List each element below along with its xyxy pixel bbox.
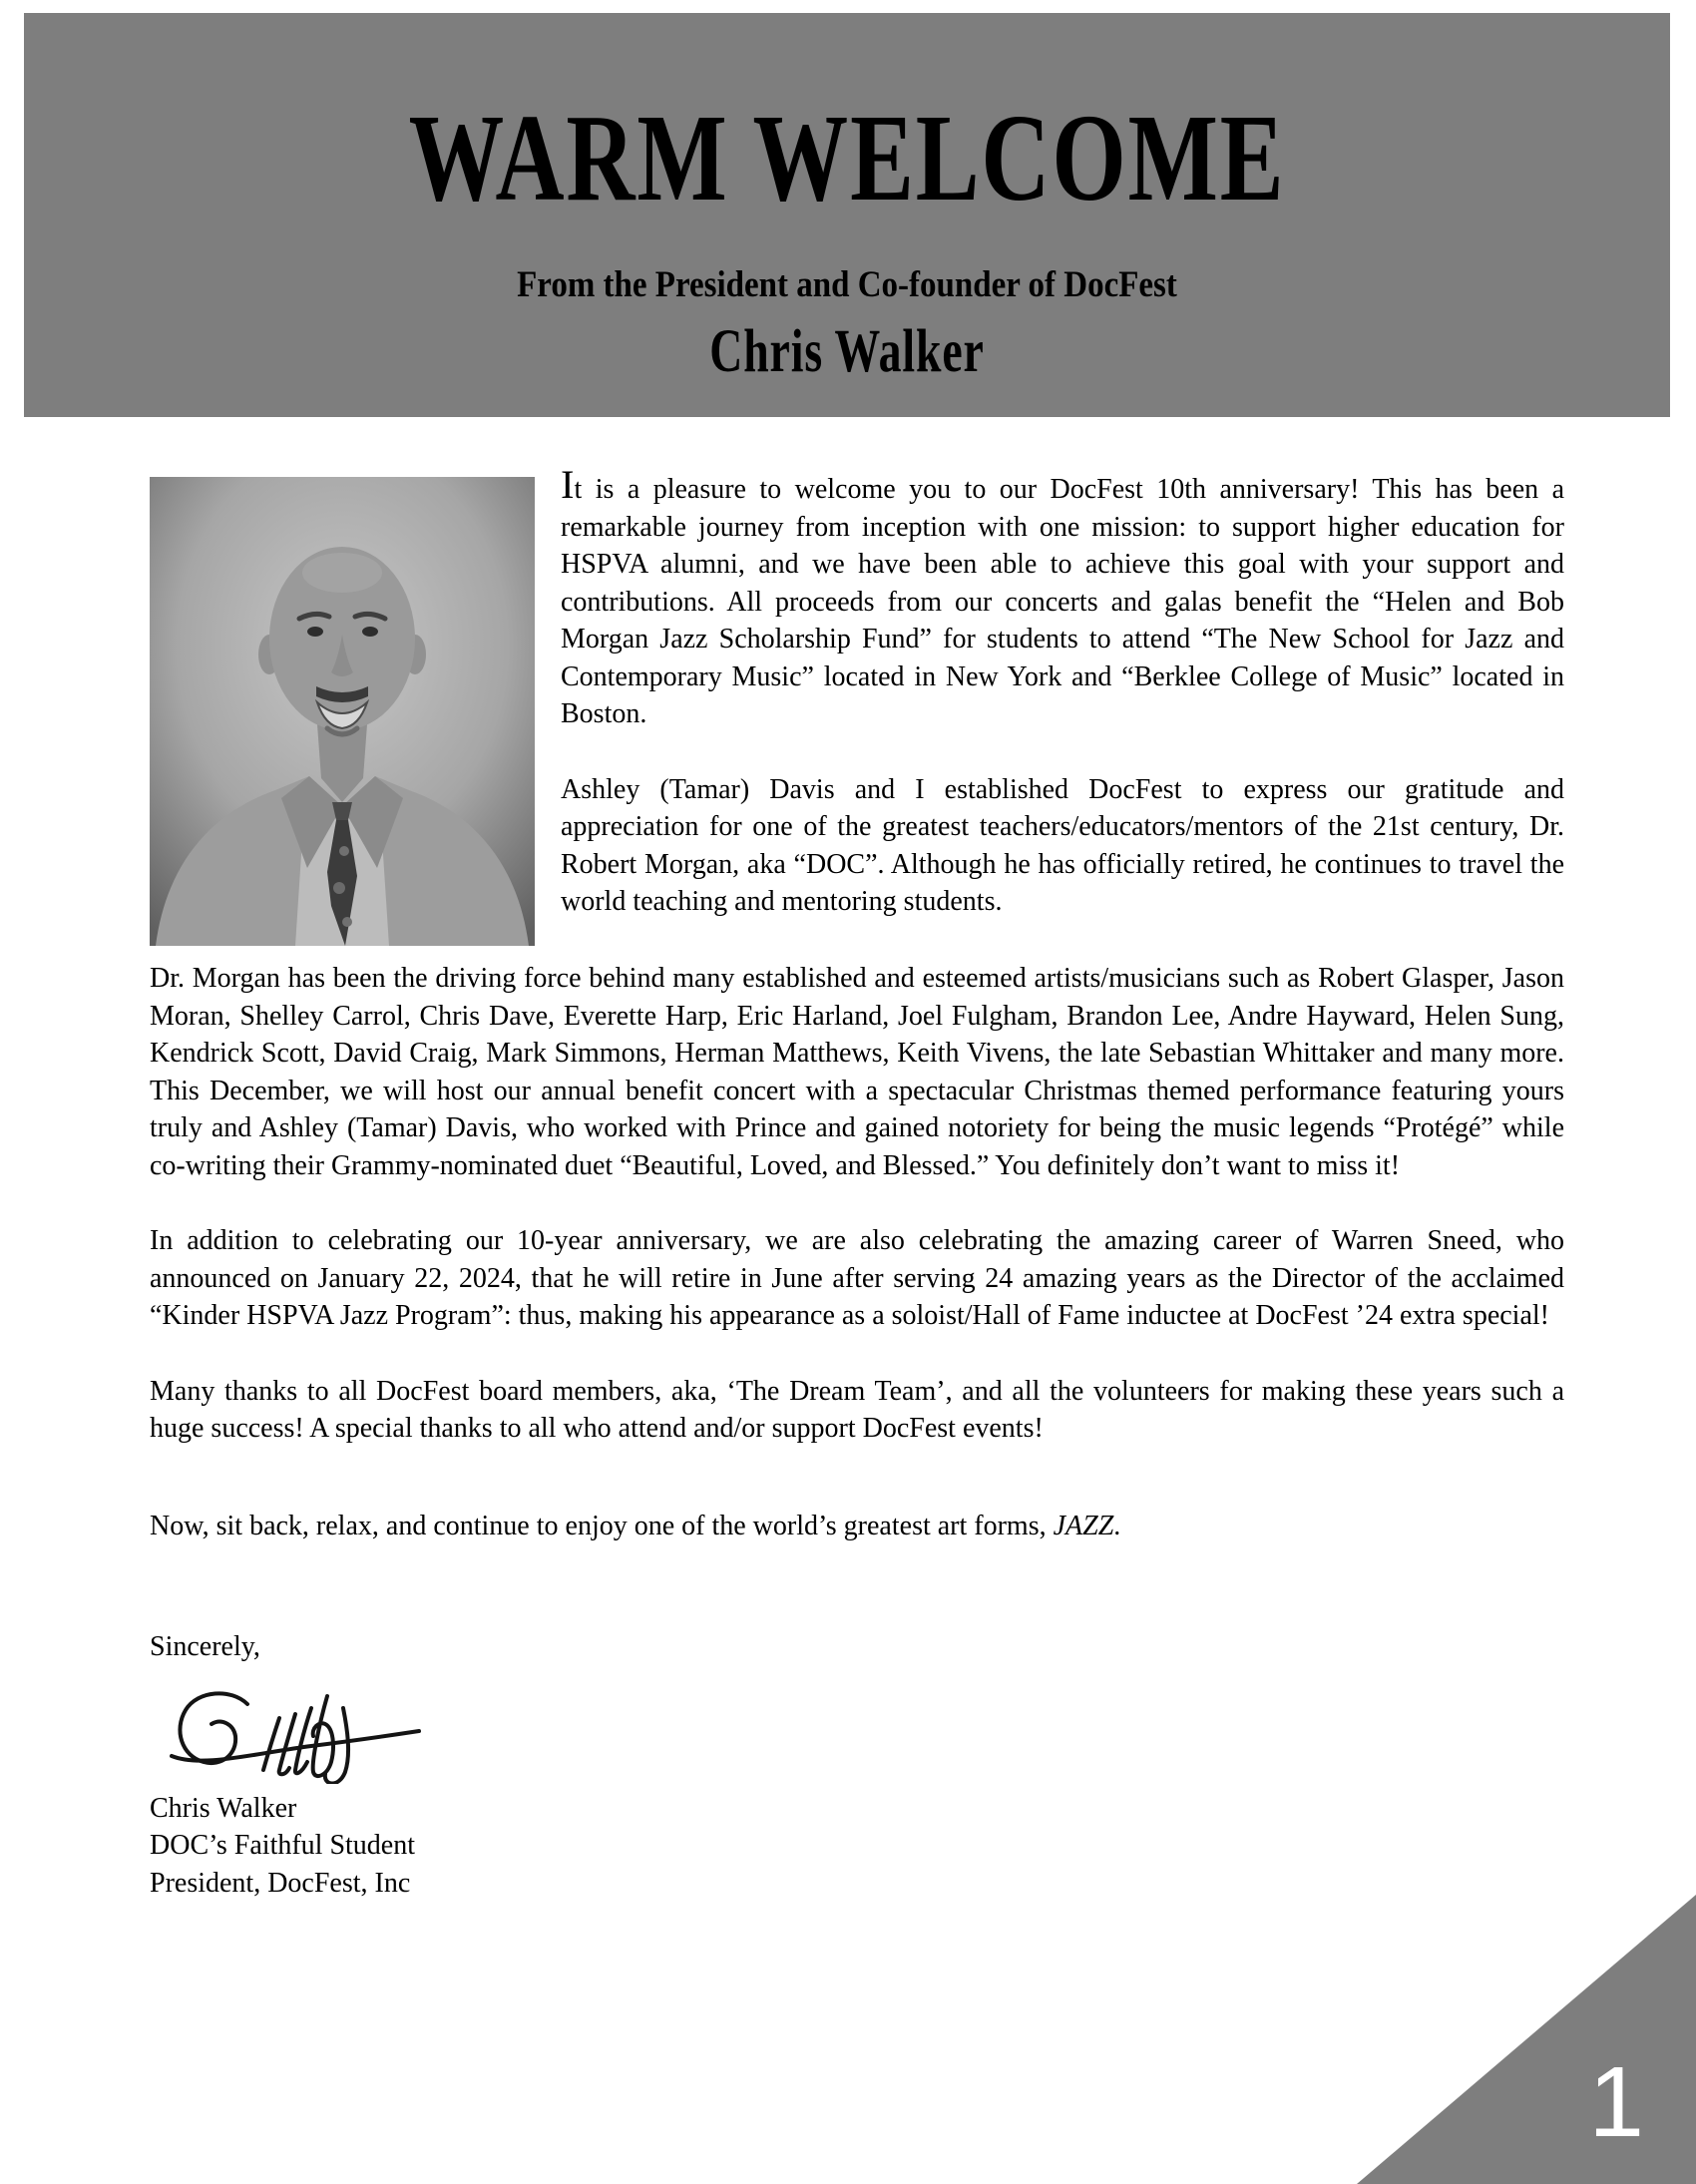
page-number: 1 bbox=[1588, 2046, 1644, 2158]
paragraph-jazz bbox=[150, 1508, 1564, 1545]
portrait-illustration bbox=[150, 477, 535, 946]
header-banner bbox=[24, 13, 1670, 417]
paragraph-gratitude: Ashley (Tamar) Davis and I established DocFest to express our gratitude and appreciation for one of the greatest teachers/educators/mentors of the 21st century, Dr. Robert Morgan, aka “DOC”. Although he has officially retired, he continues to travel the world teaching and mentoring students. bbox=[561, 773, 1564, 917]
closing-block bbox=[150, 1628, 1564, 1902]
paragraph-dr-morgan: Dr. Morgan has been the driving force behind many established and esteemed artists/musicians such as Robert Glasper, Jason Moran, Shelley Carrol, Chris Dave, Everette Harp, Eric Harland, Joel Fulgham, Brandon Lee, Andre Hayward, Helen Sung, Kendrick Scott, David Craig, Mark Simmons, Herman Matthews, Keith Vivens, the late Sebastian Whittaker and many more. This December, we will host our annual benefit concert with a spectacular Christmas themed performance featuring yours truly and Ashley (Tamar) Davis, who worked with Prince and gained notoriety for being the music legends “Protégé” while co-writing their Grammy-nominated duet “Beautiful, Loved, and Blessed.” You definitely don’t want to miss it! bbox=[150, 963, 1564, 1181]
signatory-name: Chris Walker bbox=[150, 1792, 297, 1824]
corner-triangle-decoration bbox=[1357, 1895, 1696, 2184]
header-subtitle: From the President and Co-founder of DocFest bbox=[517, 264, 1177, 306]
paragraph-thanks: Many thanks to all DocFest board members, aka, ‘The Dream Team’, and all the volunteers for making these years such a huge success! A special thanks to all who attend and/or support DocFest events! bbox=[150, 1375, 1564, 1444]
jazz-suffix: . bbox=[1113, 1510, 1121, 1541]
paragraph-welcome: It is a pleasure to welcome you to our DocFest 10th anniversary! This has been a remarkable journey from inception with one mission: to support higher education for HSPVA alumni, and we have been able to achieve this goal with your support and contributions. All proceeds from our concerts and galas benefit the “Helen and Bob Morgan Jazz Scholarship Fund” for students to attend “The New School for Jazz and Contemporary Music” located in New York and “Berklee College of Music” located in Boston. bbox=[561, 462, 1564, 729]
page-title: WARM WELCOME bbox=[408, 89, 1286, 227]
portrait-photo bbox=[150, 477, 535, 946]
salutation: Sincerely, bbox=[150, 1631, 260, 1662]
letter-body bbox=[150, 462, 1564, 1902]
jazz-prefix: Now, sit back, relax, and continue to enjoy one of the world’s greatest art forms, bbox=[150, 1510, 1054, 1541]
signatory-role-1: DOC’s Faithful Student bbox=[150, 1830, 416, 1861]
jazz-italic: JAZZ bbox=[1053, 1510, 1114, 1541]
paragraph-warren-sneed: In addition to celebrating our 10-year anniversary, we are also celebrating the amazing career of Warren Sneed, who announced on January 22, 2024, that he will retire in June after serving 24 amazing years as the Director of the acclaimed “Kinder HSPVA Jazz Program”: thus, making his appearance as a soloist/Hall of Fame inductee at DocFest ’24 extra special! bbox=[150, 1225, 1564, 1331]
header-author-name: Chris Walker bbox=[709, 317, 985, 386]
handwritten-signature bbox=[162, 1684, 431, 1784]
signatory-role-2: President, DocFest, Inc bbox=[150, 1867, 411, 1899]
